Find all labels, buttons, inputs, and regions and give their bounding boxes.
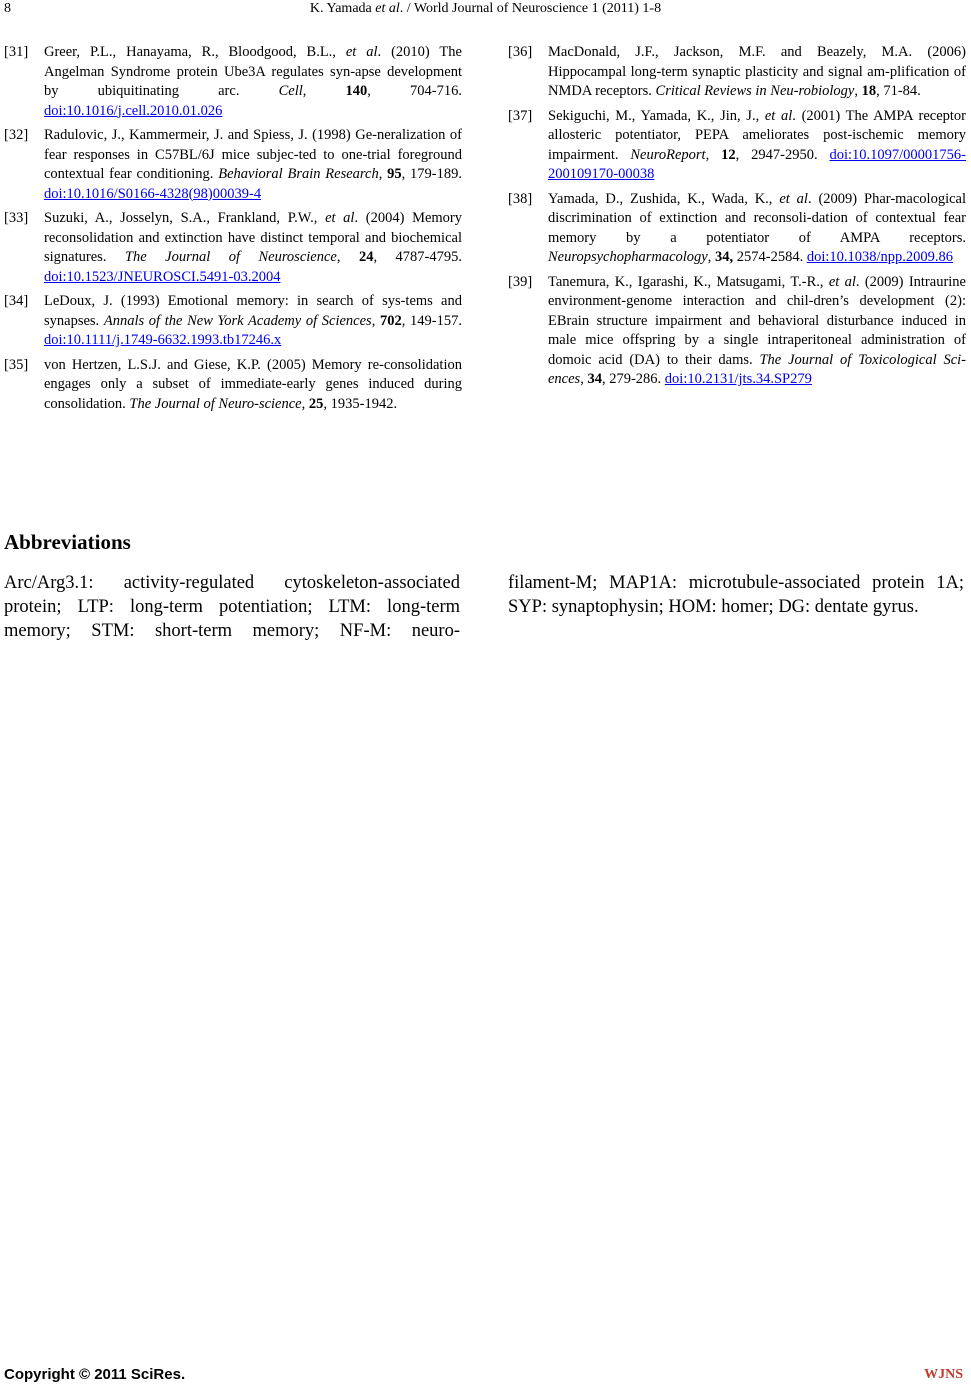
reference-volume: 34,: [715, 249, 734, 265]
reference-text: [548, 43, 966, 102]
reference-text: [548, 273, 966, 390]
reference-item: [4, 356, 462, 415]
reference-italic: et al: [345, 44, 378, 60]
reference-item: [508, 190, 966, 268]
reference-segment: ,: [854, 83, 862, 99]
reference-number: [38]: [508, 190, 533, 207]
doi-link[interactable]: doi:10.1111/j.1749-6632.1993.tb17246.x: [44, 332, 282, 348]
reference-segment: . (2004) Memory reconsolidation and extinction have distinct temporal and biochemical signatures.: [44, 210, 463, 265]
reference-segment: , 279-286.: [601, 371, 665, 387]
reference-segment: , 2947-2950.: [735, 146, 830, 163]
reference-italic: The Journal of Toxicological Sci-ences: [548, 351, 966, 387]
reference-segment: ,: [302, 83, 346, 99]
reference-segment: , 704-716.: [367, 83, 462, 99]
reference-italic: et al: [764, 107, 793, 124]
references-right-column: [508, 43, 966, 395]
reference-volume: 24: [358, 249, 374, 265]
reference-segment: , 179-189.: [401, 166, 462, 182]
running-head-authors: K. Yamada: [309, 1, 372, 16]
reference-text: [44, 126, 462, 204]
reference-text: [44, 209, 462, 287]
reference-text: [548, 107, 966, 185]
reference-segment: Sekiguchi, M., Yamada, K., Jin, J.,: [548, 107, 765, 124]
reference-item: [4, 126, 462, 204]
abbreviations-text-left: Arc/Arg3.1: activity-regulated cytoskeleton-associated protein; LTP: long-term potentiation; LTM: long-term memory; STM: short-term memory; NF-M: neuro-: [4, 573, 460, 641]
reference-number: [33]: [4, 210, 29, 226]
reference-segment: , 71-84.: [876, 83, 921, 99]
reference-segment: , 149-157.: [401, 312, 462, 329]
footer-journal-abbr: WJNS: [924, 1367, 963, 1382]
reference-text: [548, 190, 966, 268]
reference-number: [32]: [4, 127, 29, 143]
reference-volume: 18: [861, 83, 877, 99]
reference-number: [34]: [4, 293, 29, 309]
reference-segment: ,: [336, 249, 359, 265]
reference-item: [4, 209, 462, 287]
reference-number: [31]: [4, 44, 29, 60]
reference-segment: ,: [705, 146, 722, 163]
reference-segment: . (2009) Phar-macological discrimination of extinction and reconsoli-dation of contextual fear memory by a potentiator of AMPA receptors.: [548, 190, 966, 246]
reference-segment: ,: [378, 166, 388, 182]
reference-item: [4, 292, 462, 351]
reference-volume: 140: [345, 83, 368, 99]
reference-italic: The Journal of Neuro-science: [129, 395, 302, 412]
reference-segment: LeDoux, J. (1993) Emotional memory: in search of sys-tems and synapses.: [44, 293, 462, 329]
reference-segment: Yamada, D., Zushida, K., Wada, K.,: [548, 190, 780, 207]
reference-number: [37]: [508, 107, 533, 124]
running-head: [0, 1, 971, 17]
doi-link[interactable]: doi:10.1097/00001756-200109170-00038: [548, 146, 967, 182]
doi-link[interactable]: doi:10.1523/JNEUROSCI.5491-03.2004: [44, 268, 281, 285]
reference-italic: The Journal of Neuroscience: [124, 249, 337, 265]
reference-segment: . (2009) Intraurine environment-genome interaction and chil-dren’s development (2): EBrain structure impairment and behavioral disturbance induced in male mice offspring by a single intraperitoneal administration of domoic acid (DA) to their dams.: [548, 273, 966, 368]
reference-segment: , 1935-1942.: [323, 395, 398, 412]
reference-item: [508, 273, 966, 390]
reference-italic: Annals of the New York Academy of Sciences: [103, 312, 372, 329]
reference-segment: ,: [301, 395, 309, 412]
reference-text: [44, 292, 462, 351]
reference-text: [44, 43, 462, 121]
page-number: 8: [4, 1, 11, 16]
reference-segment: ,: [371, 312, 380, 329]
reference-segment: Greer, P.L., Hanayama, R., Bloodgood, B.L.,: [44, 44, 346, 60]
reference-italic: et al: [779, 190, 808, 207]
reference-segment: ,: [580, 371, 588, 387]
reference-segment: Tanemura, K., Igarashi, K., Matsugami, T.-R.,: [548, 273, 829, 290]
reference-italic: NeuroReport: [630, 146, 706, 163]
reference-item: [508, 43, 966, 102]
doi-link[interactable]: doi:10.1016/j.cell.2010.01.026: [44, 102, 223, 119]
running-head-etal: et al: [375, 1, 400, 16]
reference-segment: ,: [707, 249, 715, 265]
reference-segment: , 4787-4795.: [373, 249, 463, 265]
reference-text: [44, 356, 462, 415]
reference-volume: 25: [308, 395, 324, 412]
reference-item: [4, 43, 462, 121]
doi-link[interactable]: doi:10.1016/S0166-4328(98)00039-4: [44, 185, 262, 202]
page-header: [0, 0, 971, 20]
running-head-journal: . / World Journal of Neuroscience 1 (2011) 1-8: [399, 1, 662, 16]
reference-italic: et al: [325, 210, 355, 226]
doi-link[interactable]: doi:10.1038/npp.2009.86: [806, 249, 954, 265]
reference-italic: Cell: [278, 83, 303, 99]
reference-italic: Neuropsychopharmacology: [548, 249, 708, 265]
reference-segment: MacDonald, J.F., Jackson, M.F. and Beazely, M.A. (2006) Hippocampal long-term synaptic plasticity and signal am-plification of NMDA receptors.: [548, 44, 966, 99]
abbreviations-heading: Abbreviations: [4, 530, 131, 554]
reference-volume: 95: [387, 166, 402, 182]
reference-volume: 702: [379, 312, 402, 329]
reference-segment: Radulovic, J., Kammermeir, J. and Spiess, J. (1998) Ge-neralization of fear responses in C57BL/6J mice subjec-ted to one-trial foreground contextual fear conditioning.: [44, 127, 462, 182]
abbreviations-text-right: filament-M; MAP1A: microtubule-associated protein 1A; SYP: synaptophysin; HOM: homer; DG: dentate gyrus.: [508, 573, 964, 617]
reference-segment: von Hertzen, L.S.J. and Giese, K.P. (2005) Memory re-consolidation engages only a subset of immediate-early genes induced during consolidation.: [44, 356, 462, 412]
reference-segment: . (2001) The AMPA receptor allosteric potentiator, PEPA ameliorates post-ischemic memory impairment.: [548, 107, 966, 163]
reference-italic: Behavioral Brain Research: [218, 166, 379, 182]
reference-italic: et al: [828, 273, 856, 290]
reference-segment: Suzuki, A., Josselyn, S.A., Frankland, P.W.,: [44, 210, 326, 226]
reference-segment: . (2010) The Angelman Syndrome protein Ube3A regulates syn-apse development by ubiquitinating arc.: [44, 44, 462, 99]
reference-number: [35]: [4, 356, 29, 373]
reference-item: [508, 107, 966, 185]
reference-volume: 34: [587, 371, 602, 387]
reference-number: [39]: [508, 273, 533, 290]
references-left-column: [4, 43, 462, 419]
doi-link[interactable]: doi:10.2131/jts.34.SP279: [664, 371, 812, 387]
footer-copyright: Copyright © 2011 SciRes.: [4, 1366, 186, 1383]
reference-number: [36]: [508, 44, 533, 60]
reference-volume: 12: [721, 146, 736, 163]
reference-segment: 2574-2584.: [733, 249, 807, 265]
reference-italic: Critical Reviews in Neu-robiology: [655, 83, 855, 99]
